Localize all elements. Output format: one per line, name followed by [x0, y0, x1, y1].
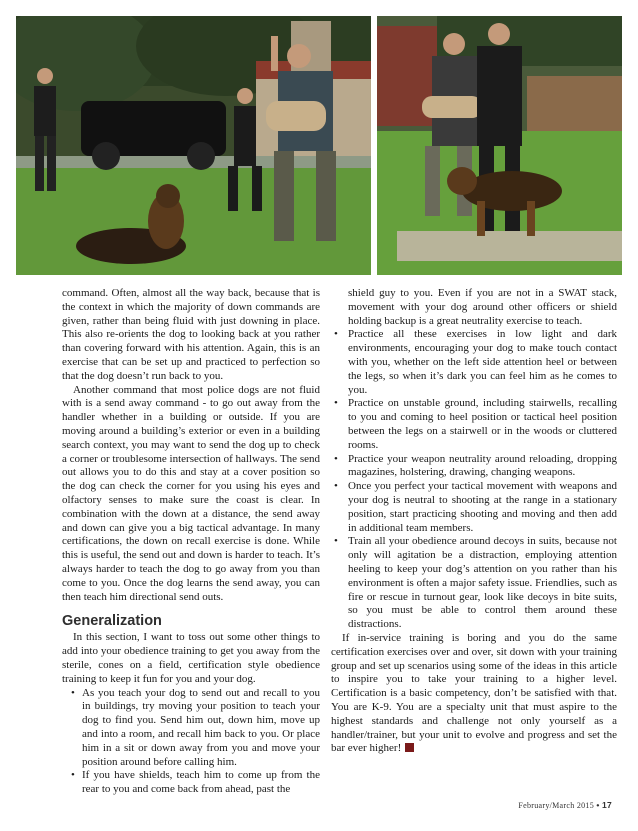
list-item: • Train all your obedience around decoys in suits, because not only will agitation be a distraction, employing attention heeling to keep your dog’s attention on you rather than his environment is often a major safety issue. Friendlies, such as fire or rescue in turnout gear, look like decoys in bite suits, so you must be able to control them around these distractions. [331, 535, 617, 632]
list-item: • If you have shields, teach him to come up from the rear to you and come back from ahead, past the [62, 769, 320, 797]
list-item-continuation: shield guy to you. Even if you are not in a SWAT stack, movement with your dog around other officers or shield holding backup is a great neutrality exercise to teach. [348, 287, 617, 327]
body-paragraph: command. Often, almost all the way back, because that is the context in which the majority of down commands are given, rather than being fluid with just downing in place. This also re-orients the dog to looking back at you rather than covering forward with his attention. Again, this is an exercise that can be set up and practiced to perfection so that the dog doesn’t run back to you. [62, 287, 320, 382]
body-paragraph: In this section, I want to toss out some other things to add into your obedience training to get you away from the sterile, cones on a field, certification style obedience training to keep it fun for you and your dog. [62, 631, 320, 685]
list-item: • As you teach your dog to send out and recall to you in buildings, try moving your position to teach your dog to find you. Send him out, down him, move up and into a room, and recall him back to you. Or place him in a sit or down away from you and move your position around before calling him. [62, 687, 320, 770]
end-of-article-mark [405, 743, 414, 752]
article-column-right [331, 287, 617, 756]
list-item: • Practice on unstable ground, including stairwells, recalling to you and coming to heel position or tactical heel position between the legs on a stairwell or in the woods or cluttered rooms. [331, 397, 617, 452]
body-paragraph: Another command that most police dogs are not fluid with is a send away command - to go out away from the handler whether in a building or outside. If you are moving around a building’s exterior or even in a building search context, you may want to send the dog up to check a corner or troublesome intersection of hallways. The send out allows you to do this and stay at a cover position so the dog can check the corner for you using his eyes and olfactory senses to make sure the coast is clear. In combination with the down at a distance, the send away and down can give you a big tactical advantage. In many certifications, the down on recall exercise is done. While this is useful, the send out and down is harder to teach. It’s always harder to teach the dog to go away from you than come to you. Once the dog learns the send away, you can then teach him directional send outs. [62, 383, 320, 603]
page-folio [518, 800, 612, 810]
section-heading: Generalization [62, 613, 162, 630]
closing-paragraph [331, 632, 617, 756]
issue-date: February/March 2015 [518, 801, 595, 810]
tips-list [62, 687, 320, 797]
folio-separator: • [596, 800, 600, 810]
training-photo-left [16, 16, 371, 275]
list-item: • Practice all these exercises in low light and dark environments, encouraging your dog to make touch contact with you, whether on the left side attention heel or between the legs, so when it’s dark you can feel him as he comes to you. [331, 328, 617, 397]
list-item: • Practice your weapon neutrality around reloading, dropping magazines, holstering, drawing, changing weapons. [331, 453, 617, 481]
tips-list [331, 328, 617, 632]
list-item: • Once you perfect your tactical movement with weapons and your dog is neutral to shooting at the range in a stationary position, start practicing shooting and moving and then add in additional team members. [331, 480, 617, 535]
training-photo-right [377, 16, 622, 275]
article-column-left [62, 287, 320, 797]
closing-text: If in-service training is boring and you do the same certification exercises over and over, sit down with your training group and set up scenarios using some of the ideas in this article to inspire you to take your training to a higher level. Certification is a basic competency, don’t be satisfied with that. You are K-9. You are a specialty unit that must aspire to the highest standards and challenge not only yourself as a handler/trainer, but your unit to evolve and progress and set the bar ever higher! [331, 631, 617, 755]
page-number: 17 [601, 800, 612, 810]
